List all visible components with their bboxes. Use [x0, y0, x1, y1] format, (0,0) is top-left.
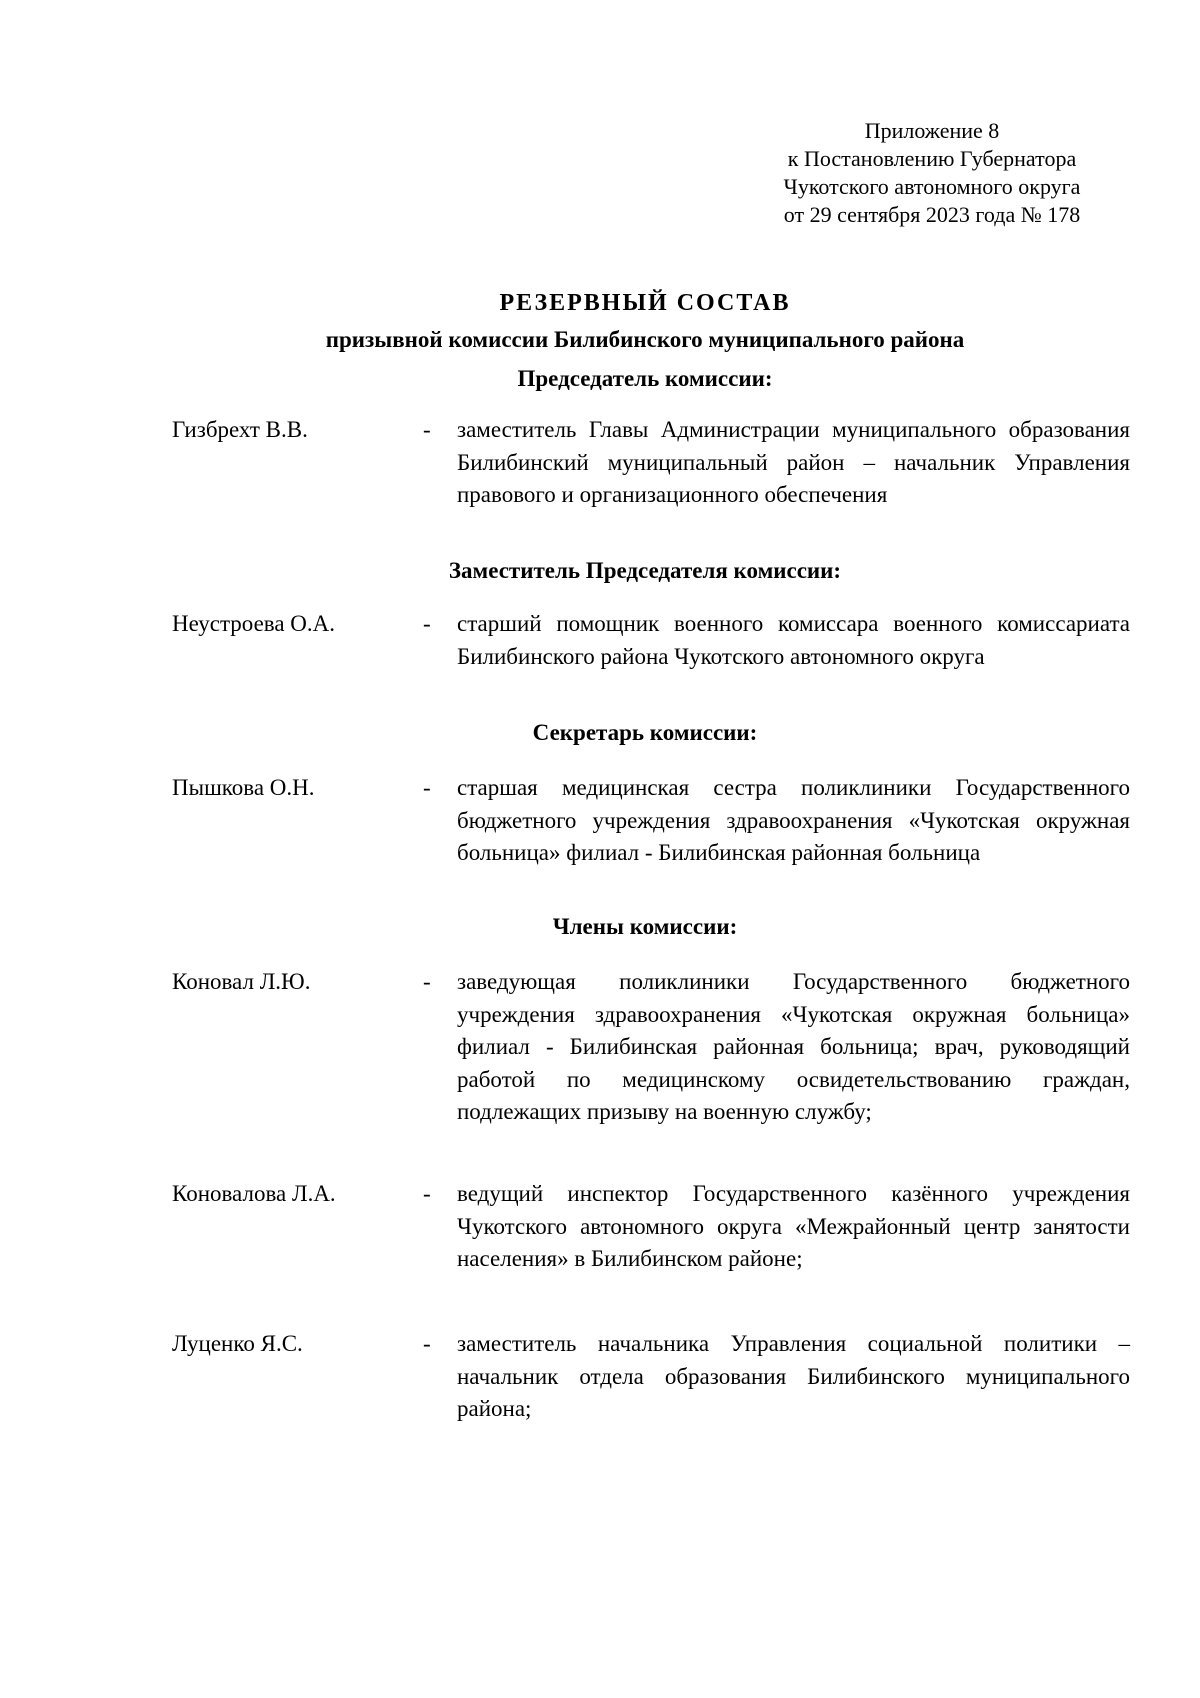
member-name: Луценко Я.С. — [172, 1331, 303, 1356]
member-entry — [172, 772, 1130, 870]
appendix-block — [752, 117, 1112, 229]
member-entry — [172, 1178, 1130, 1276]
member-dash: - — [423, 775, 431, 800]
appendix-number: Приложение 8 — [864, 118, 1000, 143]
member-dash: - — [423, 1181, 431, 1206]
member-description: старшая медицинская сестра поликлиники Государственного бюджетного учреждения здравоохранения «Чукотская окружная больница» филиал - Билибинская районная больница — [457, 775, 1130, 866]
member-description: заместитель Главы Администрации муниципального образования Билибинский муниципальный район – начальник Управления правового и организационного обеспечения — [457, 417, 1130, 508]
appendix-date: от 29 сентября 2023 года № 178 — [783, 202, 1081, 227]
section-heading-chairman: Председатель комиссии: — [517, 366, 773, 391]
member-description: заведующая поликлиники Государственного бюджетного учреждения здравоохранения «Чукотская окружная больница» филиал - Билибинская районная больница; врач, руководящий работой по медицинскому освидетельствованию граждан, подлежащих призыву на военную службу; — [457, 969, 1130, 1125]
section-heading-secretary: Секретарь комиссии: — [532, 720, 758, 745]
document-title: РЕЗЕРВНЫЙ СОСТАВ — [499, 290, 791, 316]
appendix-region: Чукотского автономного округа — [783, 174, 1081, 199]
member-dash: - — [423, 417, 431, 442]
member-dash: - — [423, 611, 431, 636]
member-entry — [172, 1328, 1130, 1426]
document-subtitle: призывной комиссии Билибинского муниципального района — [325, 327, 965, 352]
member-dash: - — [423, 969, 431, 994]
member-entry — [172, 414, 1130, 512]
member-name: Пышкова О.Н. — [172, 775, 315, 800]
appendix-reference: к Постановлению Губернатора — [787, 146, 1077, 171]
member-description: ведущий инспектор Государственного казённого учреждения Чукотского автономного округа «Межрайонный центр занятости населения» в Билибинском районе; — [457, 1181, 1130, 1272]
member-description: старший помощник военного комиссара военного комиссариата Билибинского района Чукотского автономного округа — [457, 611, 1130, 669]
member-description: заместитель начальника Управления социальной политики – начальник отдела образования Билибинского муниципального района; — [457, 1331, 1130, 1422]
member-name: Неустроева О.А. — [172, 611, 336, 636]
member-name: Гизбрехт В.В. — [172, 417, 308, 442]
member-name: Коновал Л.Ю. — [172, 969, 311, 994]
member-name: Коновалова Л.А. — [172, 1181, 336, 1206]
section-heading-deputy: Заместитель Председателя комиссии: — [448, 558, 842, 583]
member-entry — [172, 608, 1130, 673]
section-heading-members: Члены комиссии: — [552, 914, 738, 939]
member-dash: - — [423, 1331, 431, 1356]
member-entry — [172, 966, 1130, 1129]
